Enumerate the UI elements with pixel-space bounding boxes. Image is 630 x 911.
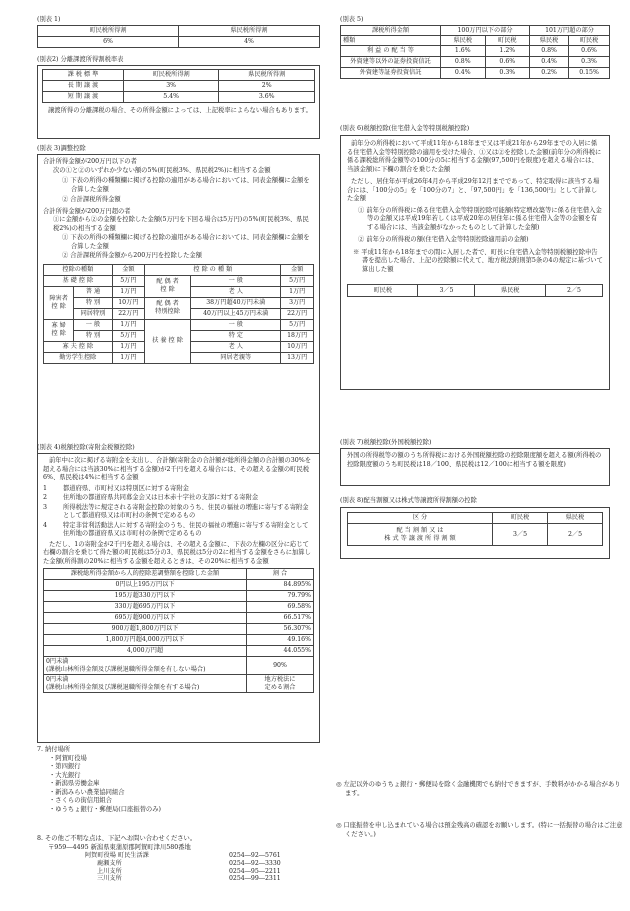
table3-cell: 一 般 <box>74 319 112 330</box>
table3-cell: 普 通 <box>74 286 112 297</box>
table-row: 0円以上195万円以下 <box>44 580 247 591</box>
table2-header: 県民税所得割 <box>219 70 315 81</box>
payment-section <box>37 746 161 814</box>
table5-header: 町民税 <box>569 36 610 46</box>
table5-header: 100万円以下の部分 <box>441 26 530 36</box>
table4-after: ただし、1の寄附金が2千円を超える場合は、その超える金額に、下表の左欄の区分に応じて右欄の割合を乗じて得た額の町民税は5分の3、県民税は5分の2に相当する金額をさらに加算した金額(所得割の20%に相当する金額を超えるときは、その20%に相当する金額 <box>43 540 311 565</box>
table3-a-item: ② 合計課税所得金額 <box>62 196 121 203</box>
table4-box <box>37 453 320 743</box>
table1-header: 県民税所得割 <box>179 26 320 37</box>
contact-phone: 0254―92―5761 <box>229 852 281 859</box>
table-row: 利 益 の 配 当 等 <box>341 46 441 57</box>
table3-cell: 10万円 <box>281 341 314 352</box>
table-row: 4,000万円超 <box>44 646 247 657</box>
contact-name: 三川支所 <box>97 875 122 883</box>
table3-cell: 特 定 <box>191 330 281 341</box>
table3-caption: (別表 3)調整控除 <box>37 145 86 152</box>
table3-cell: 5万円 <box>281 319 314 330</box>
table5 <box>340 25 610 79</box>
table-row: 90% <box>247 657 314 675</box>
table3-cell: 1万円 <box>112 286 145 297</box>
table8-cell: 3／5 <box>493 524 548 546</box>
table1-header: 町民税所得割 <box>38 26 179 37</box>
payment-note-1: ◎ 左記以外のゆうちょ銀行・郵便局を除く金融機関でも納付できますが、手数料がかかる場合があります。 <box>336 781 621 797</box>
table3-b-title: 合計所得金額が200万円超の者 <box>43 207 131 215</box>
table3-cell: 18万円 <box>281 330 314 341</box>
table-row: 0.6% <box>569 46 610 57</box>
table3-header: 金額 <box>281 264 314 275</box>
table5-header: 県民税 <box>441 36 486 46</box>
table1 <box>37 25 320 48</box>
table3-cell: 特 別 <box>74 330 112 341</box>
list-item: ・大光銀行 <box>49 771 81 779</box>
table-row: 0.15% <box>569 68 610 79</box>
contact-table <box>83 852 283 883</box>
table-row: 地方税法に 定める割合 <box>247 675 314 693</box>
table3-cell: 10万円 <box>112 297 145 308</box>
list-item: 1 都道府県、市町村又は特別区に対する寄附金 <box>43 484 189 492</box>
table3-cell: 5万円 <box>281 275 314 286</box>
table3-cell: 配 偶 者 特別控除 <box>145 297 191 319</box>
contact-section <box>37 835 283 883</box>
table3-cell: 寡 夫 控 除 <box>44 341 113 352</box>
table2-cell: 3% <box>123 81 219 92</box>
table8-header: 町民税 <box>493 513 548 524</box>
table-row: 79.79% <box>247 591 314 602</box>
table6-cell: 3／5 <box>418 285 475 297</box>
table6-p2: ただし、居住年が平成26年4月から平成29年12月までであって、特定取得に該当する場合には、「100分の5」を「100分の7」と、「97,500円」を「136,500円」として計算した金額 <box>347 178 600 202</box>
payment-note-2: ◎ 口座振替を申し込まれている場合は預金残高の確認をお願いします。(特に一括振替の場合はご注意ください。) <box>336 822 623 838</box>
table3-cell: 1万円 <box>112 341 145 352</box>
table3-cell: 1万円 <box>281 286 314 297</box>
table-row: 0.8% <box>530 46 569 57</box>
table3-b-item: ② 合計課税所得金額から200万円を控除した金額 <box>62 252 202 259</box>
table3-cell: 5万円 <box>112 330 145 341</box>
table2-cell: 3.6% <box>219 92 315 103</box>
table3-cell: 配 偶 者 控 除 <box>145 275 191 297</box>
table3-a-text: 次の①と②のいずれか少ない額の5%(町民税3%、県民税2%)に相当する金額 <box>53 166 271 174</box>
contact-phone: 0254―99―2311 <box>229 875 281 883</box>
table-row: 0.3% <box>569 57 610 68</box>
list-item: 4 特定非営利活動法人に対する寄附金のうち、住民の福祉の増進に寄与する寄附金として住所地の都道府県又は市町村の条例で定めるもの <box>43 521 309 537</box>
table2-header: 町民税所得割 <box>123 70 219 81</box>
table6-cell: 町民税 <box>348 285 418 297</box>
table3-cell: 寡 婦 控 除 <box>44 319 74 341</box>
table5-header: 町民税 <box>485 36 530 46</box>
table8-box <box>340 507 610 559</box>
table5-header: 県民税 <box>530 36 569 46</box>
table2-caption: (別表2) 分離課渡所得割税率表 <box>37 56 124 63</box>
table3-cell: 老 人 <box>191 341 281 352</box>
table-row: 0.4% <box>530 57 569 68</box>
list-item: ・新潟県労働金庫 <box>49 780 100 787</box>
table6-cell: 2／5 <box>545 285 602 297</box>
table5-caption: (別表 5) <box>340 16 364 23</box>
table-row: 695万超900万円以下 <box>44 613 247 624</box>
table7-caption: (別表 7)税額控除(外国税額控除) <box>340 439 432 446</box>
table3-cell: 同居老親等 <box>191 352 281 363</box>
table2-note: 譲渡所得の分離課税の場合、その所得金額によっては、上記税率によらない場合もあります。 <box>48 107 312 114</box>
table3-header: 金額 <box>112 264 145 275</box>
table3-cell: 38万円超40万円未満 <box>191 297 281 308</box>
table6-note: ※ 平成11年から18年までの間に入居した者で、町長に住宅借入金等特別税額控除申告書を提出した場合、上記の控除額に代えて、地方税法附則第5条の4の規定に基づいて算出した額 <box>353 248 603 273</box>
list-item: 2 住所地の都道府県共同募金会又は日本赤十字社の支部に対する寄附金 <box>43 494 259 501</box>
table3-deductions <box>43 264 314 364</box>
table5-header: 種類 <box>341 36 441 46</box>
table3-cell: 一 般 <box>191 275 281 286</box>
table6-caption: (別表 6)税額控除(住宅借入金等特別税額控除) <box>340 125 470 132</box>
table2-cell: 2% <box>219 81 315 92</box>
contact-name: 鹿瀬支所 <box>97 859 122 867</box>
table3-cell: 1万円 <box>112 319 145 330</box>
list-item: 3 所得税法等に規定される寄附金控除の対象のうち、住民の福祉の増進に寄与する寄附金として都道府県又は市町村の条例で定めるもの <box>43 503 309 519</box>
table-row: 0円未満 (課税山林所得金額及び課税退職所得金額を有する場合) <box>44 675 247 693</box>
table3-cell: 1万円 <box>112 352 145 363</box>
table3-a-item: ① 下表の所得の種類欄に掲げる控除の適用がある場合においては、同表金額欄に金額を合算した金額 <box>62 177 310 193</box>
table6-box <box>340 135 610 390</box>
table3-cell: 40万円以上45万円未満 <box>191 308 281 319</box>
list-item: ・新潟みらい農業協同組合 <box>49 788 125 796</box>
table3-cell: 扶 養 控 除 <box>145 319 191 363</box>
table-row: 0.6% <box>485 57 530 68</box>
table3-cell: 13万円 <box>281 352 314 363</box>
table8-cell: 2／5 <box>548 524 603 546</box>
table3-cell: 一 般 <box>191 319 281 330</box>
table7-box <box>340 448 610 486</box>
contact-phone: 0254―92―3330 <box>229 859 281 867</box>
table3-cell: 5万円 <box>112 275 145 286</box>
table4-caption: (別表 4)税額控除(寄附金税額控除) <box>37 444 135 451</box>
table3-cell: 勤労学生控除 <box>44 352 113 363</box>
table-row: 外資建等証券投資信託 <box>341 68 441 79</box>
table-row: 1.2% <box>485 46 530 57</box>
table-row: 44.055% <box>247 646 314 657</box>
table3-header: 控 除 の 種 類 <box>145 264 281 275</box>
table-row: 0.8% <box>441 57 486 68</box>
contact-name: 上川支所 <box>97 867 122 875</box>
list-item: ・阿賀町役場 <box>49 754 87 762</box>
table5-header: 課税所得金額 <box>341 26 441 36</box>
table-row: 900万超1,800万円以下 <box>44 624 247 635</box>
table-row: 1.6% <box>441 46 486 57</box>
table8-header: 県民税 <box>548 513 603 524</box>
table3-cell: 基 礎 控 除 <box>44 275 113 286</box>
contact-phone: 0254―95―2211 <box>229 867 281 875</box>
table3-a-title: 合計所得金額が200万円以下の者 <box>43 158 137 165</box>
table8-caption: (別表 8)配当割額又は株式等譲渡所得割額の控除 <box>340 497 477 504</box>
table-row: 195万超330万円以下 <box>44 591 247 602</box>
table-row: 69.58% <box>247 602 314 613</box>
payment-title: 7. 納付場所 <box>37 746 71 753</box>
table6-ratio <box>347 284 603 297</box>
table3-cell: 22万円 <box>112 308 145 319</box>
table4-intro: 前年中に次に掲げる寄附金を支出し、合計額(寄附金の合計額が総所得金額の合計額の30%を超える場合には当該30%に相当する金額)が2千円を超える場合には、その超える金額の町民税6%、県民税は4%に相当する金額 <box>43 457 312 481</box>
contact-address: 〒959―4495 新潟県東蒲原郡阿賀町津川580番地 <box>48 843 191 851</box>
table8-cell: 配 当 割 額 又 は 株 式 等 譲 渡 所 得 割 額 <box>348 524 493 546</box>
table3-cell: 同居特別 <box>74 308 112 319</box>
table2 <box>42 69 315 103</box>
table3-cell: 3万円 <box>281 297 314 308</box>
table6-cell: 県民税 <box>475 285 545 297</box>
table4-header: 課税総所得金額から人的控除差調整額を控除した金額 <box>44 569 247 580</box>
table-row: 56.307% <box>247 624 314 635</box>
table-row: 1,800万円超4,000万円以下 <box>44 635 247 646</box>
table1-cell: 4% <box>179 37 320 48</box>
table-row: 330万超695万円以下 <box>44 602 247 613</box>
table-row: 0.4% <box>441 68 486 79</box>
table-row: 66.517% <box>247 613 314 624</box>
table8-header: 区 分 <box>348 513 493 524</box>
table8 <box>347 512 603 546</box>
table3-cell: 特 別 <box>74 297 112 308</box>
contact-name: 阿賀町役場 町民生活課 <box>85 852 149 859</box>
table3-cell: 老 人 <box>191 286 281 297</box>
table-row: 0.3% <box>485 68 530 79</box>
table6-item: ② 前年分の所得税の額(住宅借入金等特別控除適用前の金額) <box>358 236 529 243</box>
table2-box <box>37 65 320 139</box>
table-row: 84.895% <box>247 580 314 591</box>
table1-caption: (別表 1) <box>37 16 61 23</box>
table-row: 49.16% <box>247 635 314 646</box>
table3-cell: 22万円 <box>281 308 314 319</box>
table3-b-text: ①に金額から②の金額を控除した金額(5万円を下回る場合は5万円)の5%(町民税3%、県民税2%)の相当する金額 <box>53 216 309 232</box>
table2-cell: 長 期 譲 渡 <box>43 81 124 92</box>
table6-p1: 前年分の所得税において平成11年から18年まで又は平成21年から29年までの入居に係る住宅借入金等特別控除の適用を受けた場合、①又は②を控除した金額(前年分の所得税に係る課税総所得金額等の100分の5に相当する金額(97,500円を限度)を超える場合には、当該金額)に下欄の割合を乗じた金額 <box>347 140 602 173</box>
table7-text: 外国の所得税等の額のうち所得税における外国税額控除の控除限度額を超える額(所得税の控除限度額のうち町民税は18／100、県民税は12／100に相当する額を限度) <box>347 452 602 468</box>
table-row: 0円未満 (課税山林所得金額及び課税退職所得金額を有しない場合) <box>44 657 247 675</box>
list-item: ・第四銀行 <box>49 763 81 770</box>
table2-cell: 短 期 譲 渡 <box>43 92 124 103</box>
list-item: ・さくらの街信用組合 <box>49 797 112 804</box>
list-item: ・ゆうちょ銀行・郵便局(口座振替のみ) <box>49 805 161 813</box>
table3-cell: 障害者 控 除 <box>44 286 74 319</box>
table-row: 外資建等以外の証券投資信託 <box>341 57 441 68</box>
table4-header: 割 合 <box>247 569 314 580</box>
table4-rates <box>43 568 314 693</box>
table1-cell: 6% <box>38 37 179 48</box>
table-row: 0.2% <box>530 68 569 79</box>
table6-item: ① 前年分の所得税に係る住宅借入金等特別控除可能額(特定増改築等に係る住宅借入金等の金額又は平成19年若しくは平成20年の居住年に係る住宅借入金等の金額を有する場合には、当該金額がなかったものとして計算した金額) <box>358 206 602 231</box>
table2-header: 課 税 標 準 <box>43 70 124 81</box>
table4-items <box>43 485 314 539</box>
table3-b-item: ① 下表の所得の種類欄に掲げる控除の適用がある場合においては、同表金額欄に金額を合算した金額 <box>62 234 310 250</box>
table3-header: 控除の種類 <box>44 264 113 275</box>
table2-cell: 5.4% <box>123 92 219 103</box>
contact-title: 8. その他ご不明な点は、下記へお問い合わせください。 <box>37 835 197 842</box>
table5-header: 101万円超の部分 <box>530 26 610 36</box>
